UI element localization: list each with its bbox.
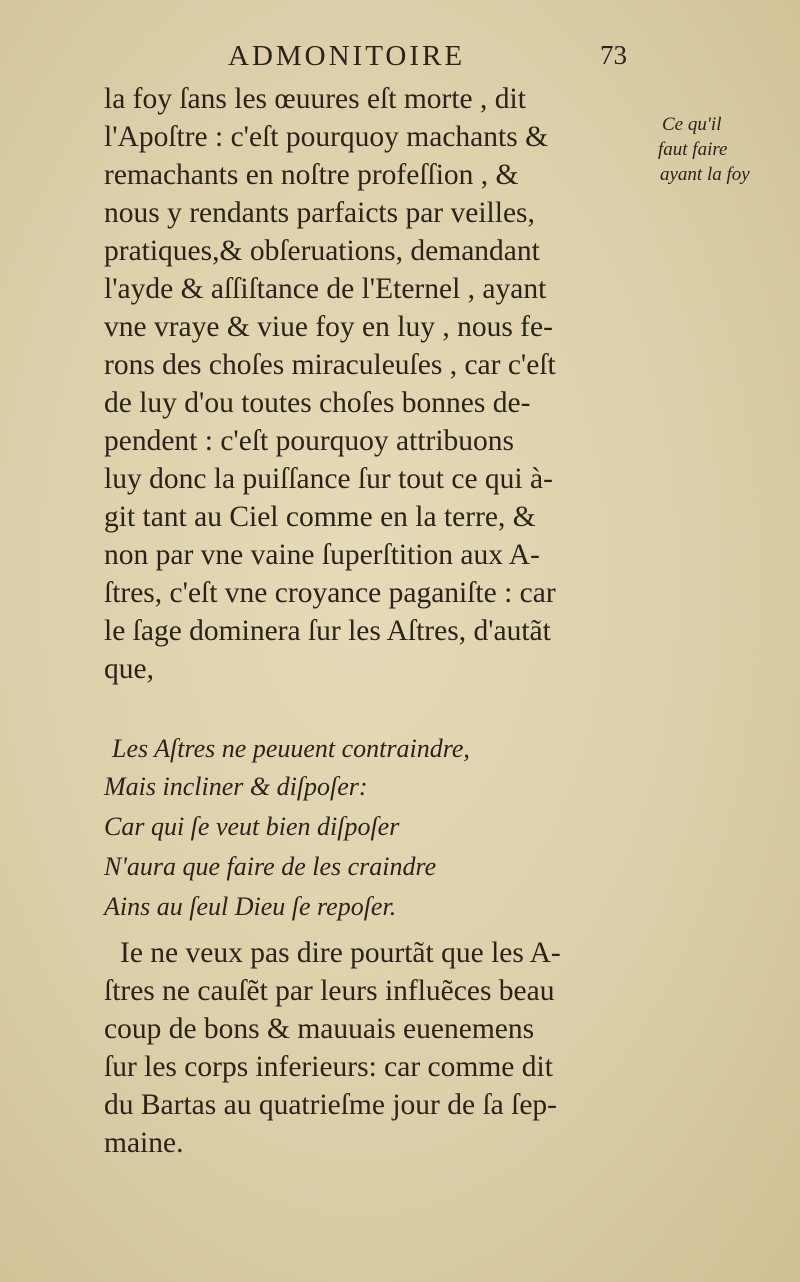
text-line: que, xyxy=(104,653,154,685)
text-line: non par vne vaine ſuperſtition aux A- xyxy=(104,539,540,571)
text-line: la foy ſans les œuures eſt morte , dit xyxy=(104,83,526,115)
text-line: rons des choſes miraculeuſes , car c'eſt xyxy=(104,349,556,381)
verse-line: Car qui ſe veut bien diſpoſer xyxy=(104,812,400,841)
text-line: git tant au Ciel comme en la terre, & xyxy=(104,501,536,533)
marginal-note-line: faut faire xyxy=(658,139,728,160)
text-line: pratiques,& obſeruations, demandant xyxy=(104,235,540,267)
text-line: ſtres ne cauſẽt par leurs influẽces beau xyxy=(104,975,555,1007)
text-line: luy donc la puiſſance ſur tout ce qui à- xyxy=(104,463,553,495)
text-line: nous y rendants parfaicts par veilles, xyxy=(104,197,535,229)
text-line: vne vraye & viue foy en luy , nous fe- xyxy=(104,311,553,343)
running-title: ADMONITOIRE xyxy=(228,40,466,72)
verse-line: Mais incliner & diſpoſer: xyxy=(104,772,368,801)
marginal-note-line: ayant la foy xyxy=(660,164,750,185)
text-line: coup de bons & mauuais euenemens xyxy=(104,1013,535,1045)
verse-line: N'aura que faire de les craindre xyxy=(104,852,437,881)
text-line: remachants en noſtre profeſſion , & xyxy=(104,159,519,191)
marginal-note-line: Ce qu'il xyxy=(662,114,722,135)
text-line: de luy d'ou toutes choſes bonnes de- xyxy=(104,387,531,419)
page-header xyxy=(228,40,648,80)
marginal-note xyxy=(658,112,792,187)
text-line: l'Apoſtre : c'eſt pourquoy machants & xyxy=(104,121,549,153)
verse-line: Ains au ſeul Dieu ſe repoſer. xyxy=(104,892,397,921)
page-number: 73 xyxy=(600,40,627,70)
text-line: maine. xyxy=(104,1127,184,1159)
text-line: pendent : c'eſt pourquoy attribuons xyxy=(104,425,515,457)
text-line: ſtres, c'eſt vne croyance paganiſte : car xyxy=(104,577,556,609)
text-line: le ſage dominera ſur les Aſtres, d'autãt xyxy=(104,615,551,647)
text-line: Ie ne veux pas dire pourtãt que les A- xyxy=(120,937,561,969)
verse-line: Les Aſtres ne peuuent contraindre, xyxy=(112,734,470,763)
text-line: ſur les corps inferieurs: car comme dit xyxy=(104,1051,553,1083)
text-line: du Bartas au quatrieſme jour de ſa ſep- xyxy=(104,1089,557,1121)
text-line: l'ayde & aſſiſtance de l'Eternel , ayant xyxy=(104,273,547,305)
